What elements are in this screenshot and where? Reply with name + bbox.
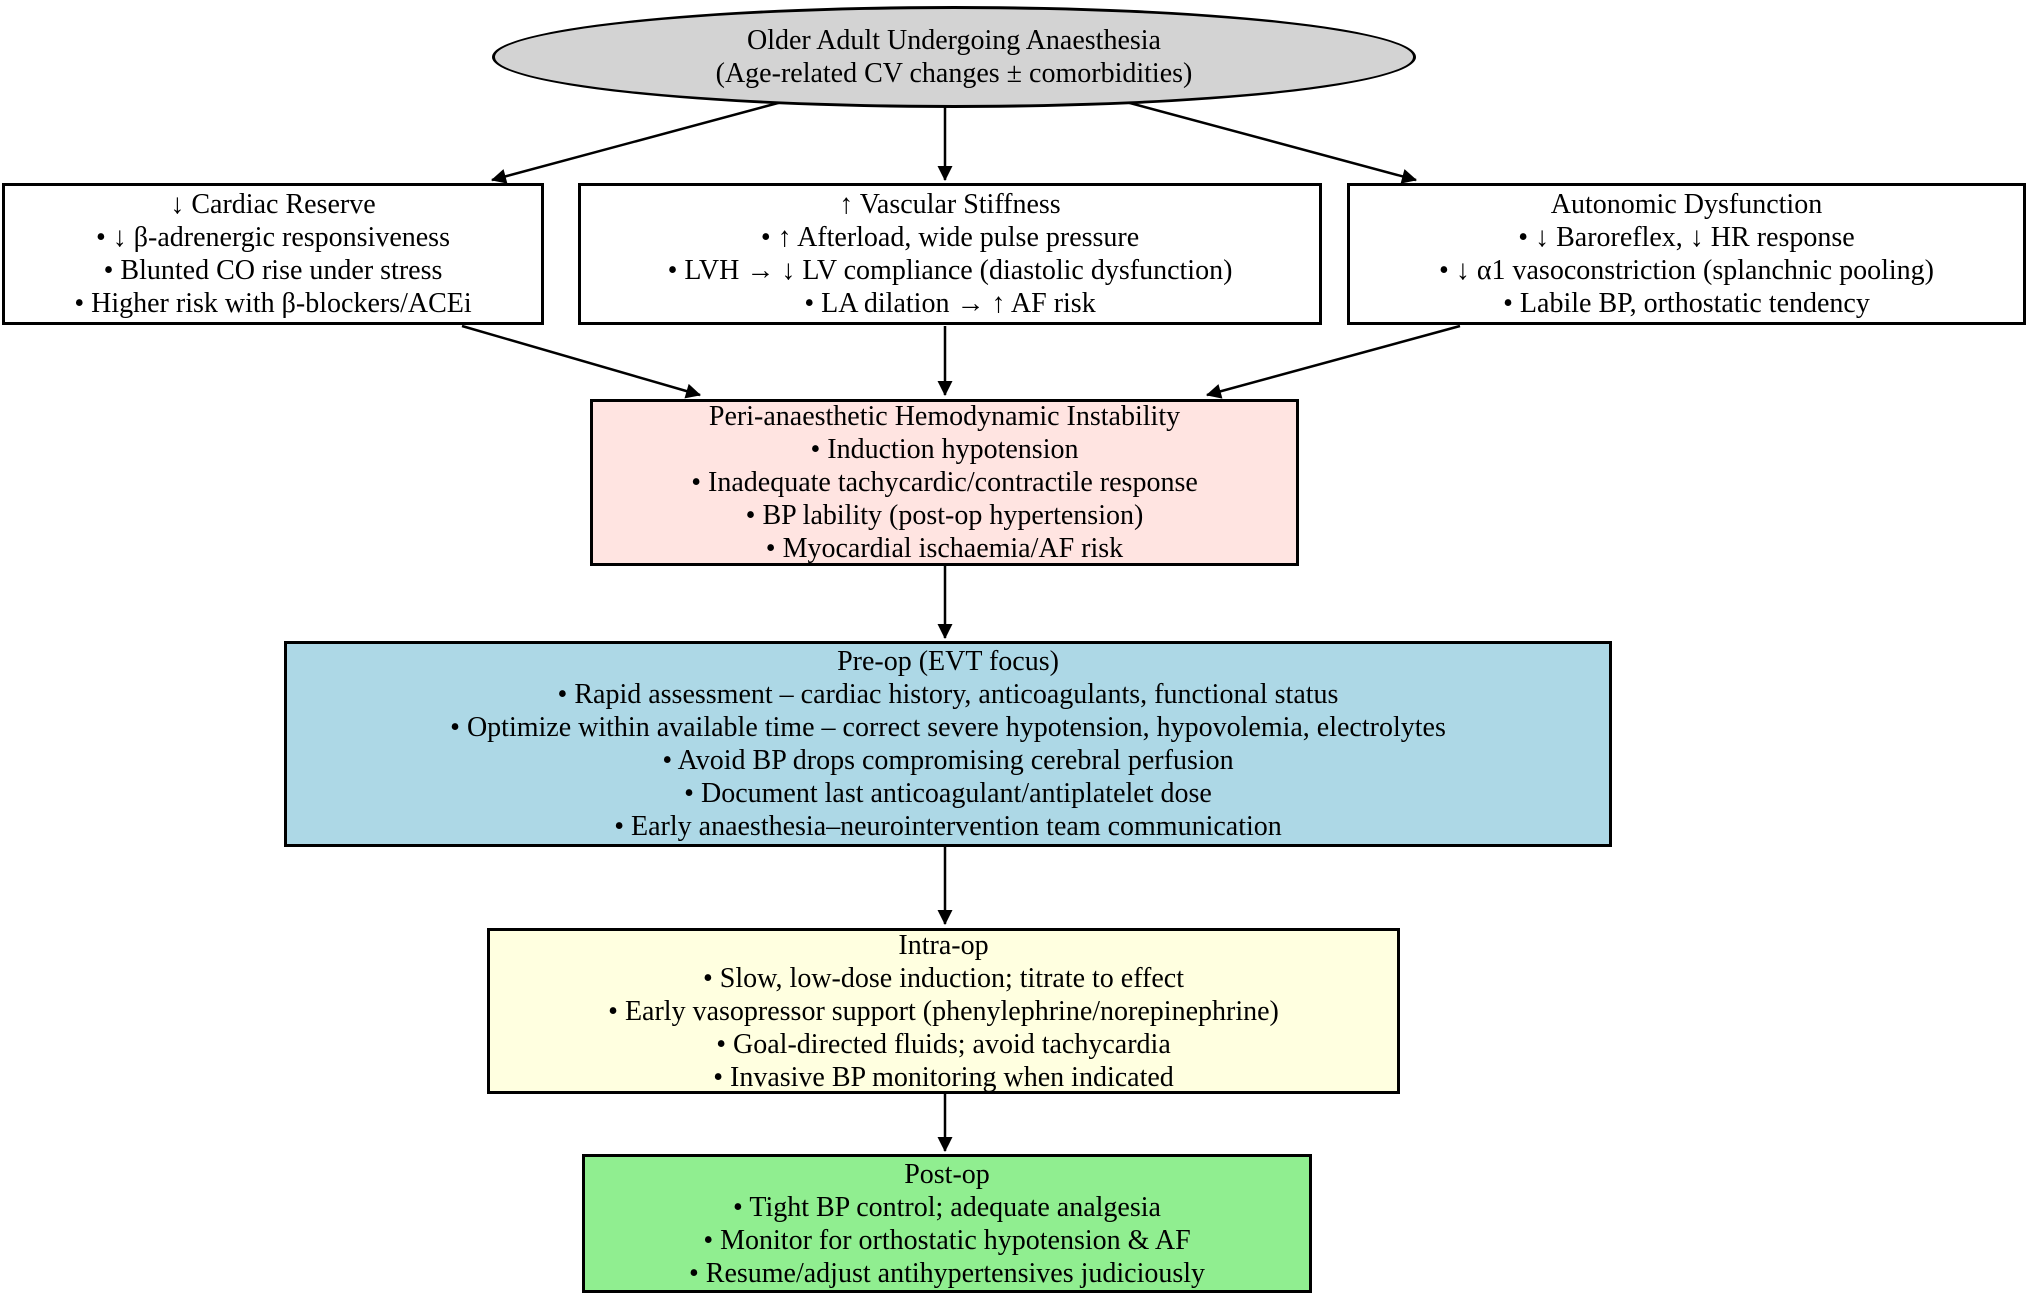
node-post-op bbox=[582, 1154, 1312, 1293]
node-older-adult-root bbox=[492, 6, 1416, 108]
text-line: • LVH → ↓ LV compliance (diastolic dysfunction) bbox=[667, 255, 1233, 286]
node-title: Pre-op (EVT focus) bbox=[837, 646, 1059, 677]
text-line: • Inadequate tachycardic/contractile response bbox=[691, 467, 1198, 498]
edge-root-to-autonomic bbox=[1115, 99, 1416, 180]
text-line: • Invasive BP monitoring when indicated bbox=[713, 1061, 1174, 1093]
text-line: • ↓ β-adrenergic responsiveness bbox=[96, 222, 450, 253]
node-hemodynamic-instability bbox=[590, 399, 1299, 566]
node-vascular-stiffness bbox=[578, 183, 1322, 325]
node-autonomic-dysfunction bbox=[1347, 183, 2026, 325]
text-line: • Early vasopressor support (phenylephrine/norepinephrine) bbox=[608, 995, 1279, 1027]
text-line: • BP lability (post-op hypertension) bbox=[745, 500, 1144, 531]
node-title: Peri-anaesthetic Hemodynamic Instability bbox=[708, 401, 1181, 432]
text-line: • Goal-directed fluids; avoid tachycardia bbox=[716, 1028, 1171, 1060]
node-cardiac-reserve bbox=[2, 183, 544, 325]
text-line: • Higher risk with β-blockers/ACEi bbox=[74, 288, 472, 319]
text-line: Older Adult Undergoing Anaesthesia bbox=[747, 25, 1161, 56]
text-line: • Tight BP control; adequate analgesia bbox=[733, 1191, 1161, 1223]
text-line: • ↓ Baroreflex, ↓ HR response bbox=[1518, 222, 1855, 253]
text-line: • ↑ Afterload, wide pulse pressure bbox=[760, 222, 1140, 253]
edge-cardiac-to-instability bbox=[462, 326, 700, 395]
node-title: ↑ Vascular Stiffness bbox=[839, 189, 1061, 220]
node-title: Autonomic Dysfunction bbox=[1550, 189, 1823, 220]
edge-autonomic-to-instability bbox=[1207, 326, 1460, 395]
text-line: • Monitor for orthostatic hypotension & AF bbox=[703, 1224, 1191, 1256]
edge-root-to-cardiac bbox=[492, 99, 793, 180]
text-line: • Optimize within available time – correct severe hypotension, hypovolemia, electrolytes bbox=[450, 712, 1446, 743]
text-line: • Early anaesthesia–neurointervention team communication bbox=[614, 811, 1282, 842]
text-line: • Induction hypotension bbox=[810, 434, 1079, 465]
text-line: • Document last anticoagulant/antiplatelet dose bbox=[684, 778, 1212, 809]
text-line: • Resume/adjust antihypertensives judiciously bbox=[688, 1257, 1206, 1289]
node-bullets bbox=[689, 1191, 1205, 1290]
node-bullets bbox=[74, 221, 471, 320]
text-line: • LA dilation → ↑ AF risk bbox=[804, 288, 1096, 319]
node-pre-op bbox=[284, 641, 1612, 847]
text-line: • Rapid assessment – cardiac history, anticoagulants, functional status bbox=[557, 679, 1339, 710]
text-line: • Avoid BP drops compromising cerebral perfusion bbox=[662, 745, 1234, 776]
node-title: ↓ Cardiac Reserve bbox=[170, 189, 376, 220]
node-bullets bbox=[1439, 221, 1934, 320]
node-text bbox=[716, 24, 1193, 90]
node-bullets bbox=[608, 962, 1279, 1094]
node-bullets bbox=[691, 433, 1198, 565]
text-line: • Myocardial ischaemia/AF risk bbox=[765, 533, 1124, 564]
text-line: • Blunted CO rise under stress bbox=[103, 255, 443, 286]
node-title: Intra-op bbox=[898, 929, 989, 961]
node-title: Post-op bbox=[904, 1158, 990, 1190]
text-line: • ↓ α1 vasoconstriction (splanchnic pooling) bbox=[1439, 255, 1934, 286]
text-line: • Labile BP, orthostatic tendency bbox=[1503, 288, 1870, 319]
text-line: (Age-related CV changes ± comorbidities) bbox=[715, 58, 1193, 89]
node-intra-op bbox=[487, 928, 1400, 1094]
node-bullets bbox=[450, 678, 1446, 843]
node-bullets bbox=[668, 221, 1233, 320]
text-line: • Slow, low-dose induction; titrate to effect bbox=[702, 962, 1185, 994]
